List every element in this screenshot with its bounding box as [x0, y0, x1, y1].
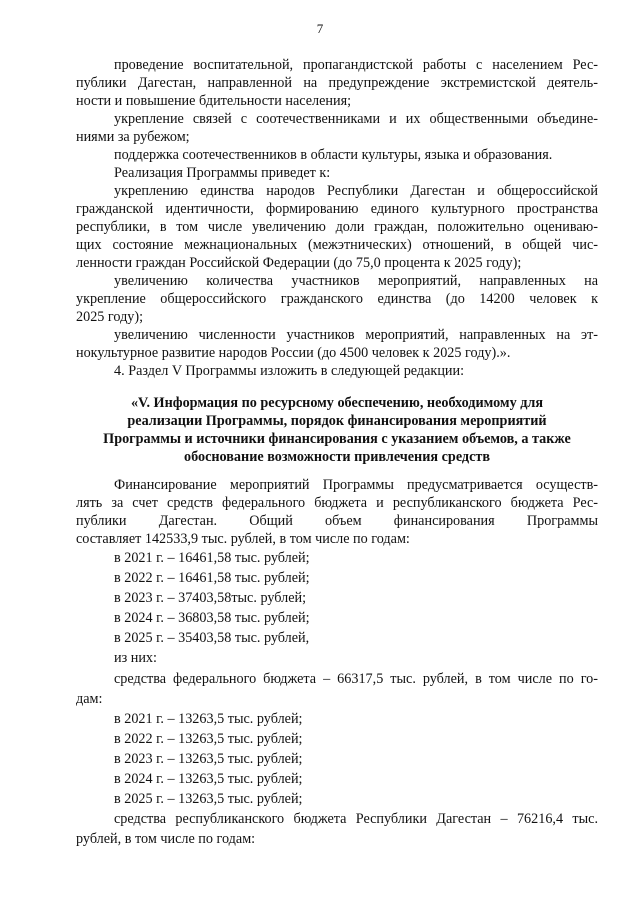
text-line: республики, в том числе увеличению доли граждан, положительно оцениваю- [76, 219, 598, 235]
text-line: составляет 142533,9 тыс. рублей, в том числе по годам: [76, 531, 410, 547]
page-number: 7 [316, 21, 324, 36]
text-line: ленности граждан Российской Федерации (до 75,0 процента к 2025 году); [76, 255, 522, 271]
text-line: рублей, в том числе по годам: [76, 831, 256, 847]
year-line: в 2023 г. – 37403,58тыс. рублей; [114, 590, 307, 606]
text-line: из них: [114, 650, 157, 666]
text-line: публики Дагестан. Общий объем финансирования Программы [76, 513, 598, 529]
year-line: в 2025 г. – 13263,5 тыс. рублей; [114, 791, 303, 807]
text-line: публики Дагестан, направленной на предупреждение экстремистской деятель- [76, 75, 598, 91]
text-line: укрепление общероссийского гражданского единства (до 14200 человек к [76, 291, 598, 307]
text-line: Реализация Программы приведет к: [114, 165, 331, 181]
text-line: 4. Раздел V Программы изложить в следующей редакции: [114, 363, 465, 379]
year-line: в 2022 г. – 13263,5 тыс. рублей; [114, 731, 303, 747]
text-line: гражданской идентичности, формированию единого культурного пространства [76, 201, 598, 217]
text-line: Финансирование мероприятий Программы предусматривается осуществ- [114, 477, 598, 493]
year-line: в 2021 г. – 16461,58 тыс. рублей; [114, 550, 310, 566]
text-line: ниями за рубежом; [76, 129, 190, 145]
text-line: увеличению численности участников мероприятий, направленных на эт- [114, 327, 598, 343]
text-line: поддержка соотечественников в области культуры, языка и образования. [114, 147, 553, 163]
text-line: проведение воспитательной, пропагандистской работы с населением Рес- [114, 57, 598, 73]
year-line: в 2023 г. – 13263,5 тыс. рублей; [114, 751, 303, 767]
text-line: дам: [76, 691, 103, 707]
text-line: щих состояние межнациональных (межэтнических) отношений, в общей чис- [76, 237, 598, 253]
heading-line: реализации Программы, порядок финансирования мероприятий [127, 413, 547, 429]
text-line: средства федерального бюджета – 66317,5 тыс. рублей, в том числе по го- [114, 671, 598, 687]
text-line: средства республиканского бюджета Республики Дагестан – 76216,4 тыс. [114, 811, 598, 827]
heading-line: обоснование возможности привлечения средств [183, 449, 491, 465]
text-line: нокультурное развитие народов России (до 4500 человек к 2025 году).». [76, 345, 511, 361]
year-line: в 2024 г. – 13263,5 тыс. рублей; [114, 771, 303, 787]
text-line: укрепление связей с соотечественниками и их общественными объедине- [114, 111, 598, 127]
year-line: в 2025 г. – 35403,58 тыс. рублей, [114, 630, 310, 646]
text-line: укреплению единства народов Республики Дагестан и общероссийской [114, 183, 598, 199]
text-line: ности и повышение бдительности населения; [76, 93, 352, 109]
year-line: в 2024 г. – 36803,58 тыс. рублей; [114, 610, 310, 626]
heading-line: «V. Информация по ресурсному обеспечению, необходимому для [130, 395, 544, 411]
heading-line: Программы и источники финансирования с указанием объемов, а также [103, 431, 571, 447]
text-line: лять за счет средств федерального бюджета и республиканского бюджета Рес- [76, 495, 598, 511]
text-line: увеличению количества участников мероприятий, направленных на [114, 273, 598, 289]
year-line: в 2021 г. – 13263,5 тыс. рублей; [114, 711, 303, 727]
text-line: 2025 году); [76, 309, 144, 325]
year-line: в 2022 г. – 16461,58 тыс. рублей; [114, 570, 310, 586]
